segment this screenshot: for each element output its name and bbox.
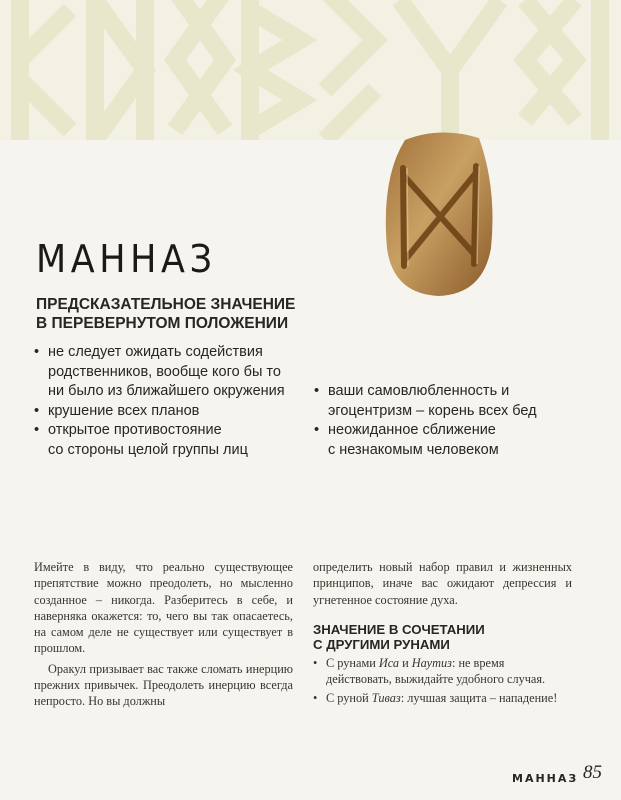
page-title: МАННАЗ [36,237,217,281]
list-item: • неожиданное сближение с незнакомым человеком [314,421,574,460]
section-heading-combinations: ЗНАЧЕНИЕ В СОЧЕТАНИИ С ДРУГИМИ РУНАМИ [313,621,485,653]
list-item: • открытое противостояние со стороны целой группы лиц [34,421,302,460]
body-paragraph: Имейте в виду, что реально существующее препятствие можно преодолеть, но мысленно созданное – никогда. Разберитесь в себе, и наверняка окажется: то, чего вы так опасаетесь, на самом деле не существует или существует в прошлом. [34,560,293,656]
list-item: • крушение всех планов [34,402,302,422]
rune-pattern [0,0,621,140]
page-number: 85 [583,762,602,783]
body-paragraph: Оракул призывает вас также сломать инерцию прежних привычек. Преодолеть инерцию всегда непросто. Но вы должны [34,661,293,709]
reversed-meanings-list-left [34,343,302,461]
list-item: • ваши самовлюбленность и эгоцентризм – корень всех бед [314,382,574,421]
combinations-list [313,655,572,707]
body-paragraph: определить новый набор правил и жизненных принципов, иначе вас ожидают депрессия и угнетенное состояние духа. [313,560,572,607]
decorative-rune-band [0,0,621,140]
running-title: МАННАЗ [512,772,579,785]
reversed-meanings-list-right [314,382,574,460]
list-item: • С рунами Иса и Наутиз: не время действовать, выжидайте удобного случая. [313,655,572,688]
mannaz-rune-stone [383,128,497,298]
list-item: • не следует ожидать содействия родственников, вообще кого бы то ни было из ближайшего окружения [34,343,302,402]
body-column-right [313,559,572,710]
section-heading-reversed [36,295,336,333]
heading-line: В ПЕРЕВЕРНУТОМ ПОЛОЖЕНИИ [36,315,289,332]
heading-line: ПРЕДСКАЗАТЕЛЬНОЕ ЗНАЧЕНИЕ [36,296,296,313]
list-item: • С руной Тиваз: лучшая защита – нападение! [313,690,572,706]
body-column-left [34,559,293,714]
